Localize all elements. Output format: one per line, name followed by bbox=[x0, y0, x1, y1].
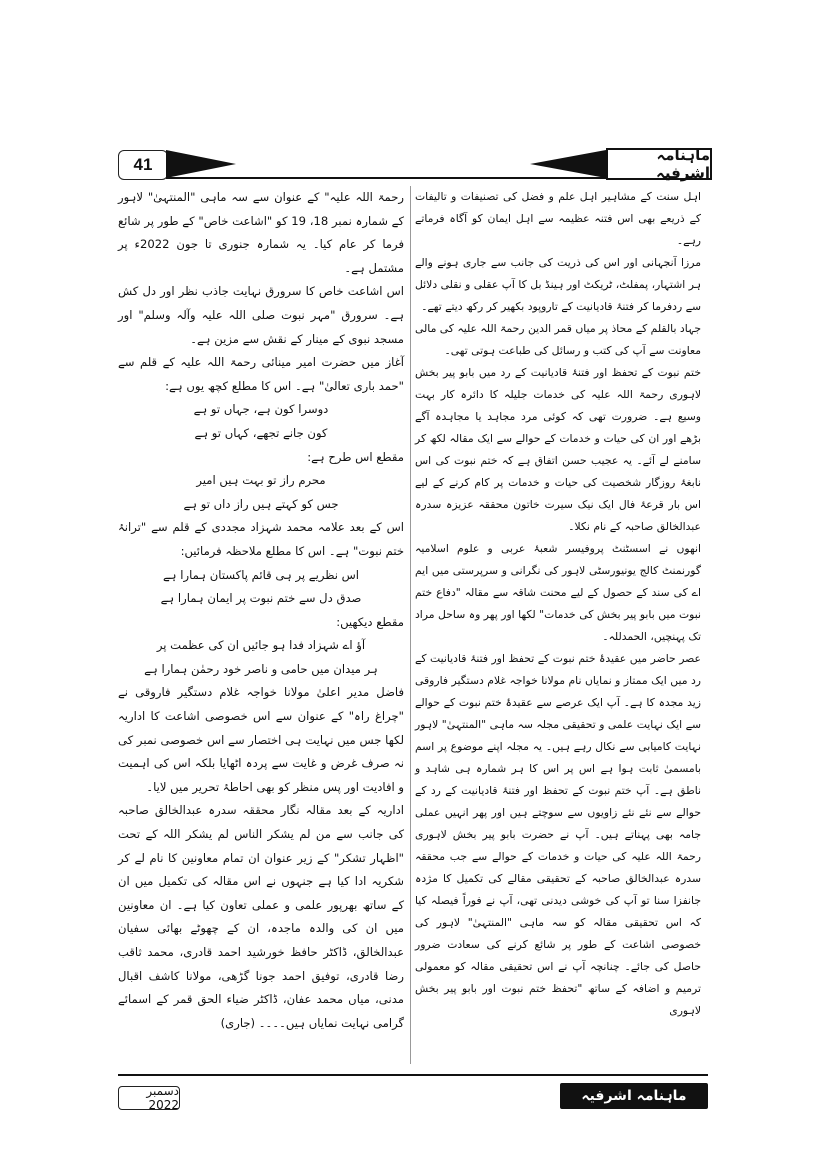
verse-line: کون جانے تجھے، کہاں تو ہے bbox=[194, 425, 328, 440]
verse-line: جس کو کہتے ہیں راز داں تو ہے bbox=[183, 496, 339, 511]
paragraph: اہل سنت کے مشاہیر اہل علم و فضل کی تصنیفات و تالیفات کے ذریعے بھی اس فتنہ عظیمہ سے اہل ایمان کو آگاہ فرماتے رہے۔ bbox=[415, 190, 701, 247]
verse-line: دوسرا کون ہے، جہاں تو ہے bbox=[193, 402, 329, 417]
right-column bbox=[415, 186, 701, 1022]
verse-line: اس نظریے پر ہی قائم پاکستان ہمارا ہے bbox=[162, 567, 360, 582]
verse-line: آؤ اے شہزاد فدا ہو جائیں ان کی عظمت پر bbox=[156, 638, 366, 653]
footer-rule bbox=[118, 1074, 708, 1076]
paragraph: اس اشاعت خاص کا سرورق نہایت جاذب نظر اور دل کش ہے۔ سرورق "مہر نبوت صلی اللہ علیہ وآلہ وسلم" اور مسجد نبوی کے مینار کے نقش سے مزین ہے۔ bbox=[118, 284, 404, 346]
column-divider bbox=[410, 186, 411, 1064]
footer-issue-date: دسمبر 2022 bbox=[118, 1086, 180, 1110]
verse-line: صدق دل سے ختم نبوت پر ایمان ہمارا ہے bbox=[160, 591, 362, 606]
paragraph: اداریہ کے بعد مقالہ نگار محققہ سدرہ عبدالخالق صاحبہ کی جانب سے من لم یشکر الناس لم یشکر اللہ کے تحت "اظہار تشکر" کے زیر عنوان ان تمام معاونین کا نام لے کر شکریہ ادا کیا ہے جنہوں نے اس مقالہ کی تکمیل میں ان کے ساتھ بھرپور علمی و عملی تعاون کیا ہے۔ ان معاونین میں ان کی والدہ ماجدہ، ان کے چھوٹے بھائی سفیان عبدالخالق، ڈاکٹر حافظ خورشید احمد قادری، محمد ثاقب رضا قادری، توفیق احمد جونا گڑھی، مولانا کاشف اقبال مدنی، میاں محمد عفان، ڈاکٹر ضیاء الحق قمر کے اسمائے گرامی نہایت نمایاں ہیں۔۔۔۔ (جاری) bbox=[118, 803, 404, 1030]
paragraph: مرزا آنجہانی اور اس کی ذریت کی جانب سے جاری ہونے والے ہر اشتہار، پمفلٹ، ٹریکٹ اور ہینڈ بل کا آپ عقلی و نقلی دلائل سے ردفرما کر فتنۂ قادیانیت کے تاروپود بکھیر کر رکھ دیتے تھے۔ bbox=[415, 256, 701, 313]
header-ornament-right bbox=[530, 150, 606, 178]
header-ornament-left bbox=[166, 150, 236, 178]
header-magazine-title: ماہنامہ اشرفیہ bbox=[606, 148, 712, 180]
maqta-label: مقطع دیکھیں: bbox=[336, 614, 404, 629]
paragraph: رحمۃ اللہ علیہ" کے عنوان سے سہ ماہی "المنتہیٰ" لاہور کے شمارہ نمبر 18، 19 کو "اشاعت خاص" کے طور پر شائع فرما کر عام کیا۔ یہ شمارہ جنوری تا جون 2022ء پر مشتمل ہے۔ bbox=[118, 190, 404, 275]
paragraph: آغاز میں حضرت امیر مینائی رحمۃ اللہ علیہ کے قلم سے "حمد باری تعالیٰ" ہے۔ اس کا مطلع کچھ یوں ہے: bbox=[118, 355, 404, 393]
left-column bbox=[118, 186, 404, 1035]
paragraph: فاضل مدیر اعلیٰ مولانا خواجہ غلام دستگیر فاروقی نے "چراغ راہ" کے عنوان سے اس خصوصی اشاعت کا اداریہ لکھا جس میں نہایت ہی اختصار سے اس خصوصی نمبر کی نہ صرف غرض و غایت سے پردہ اٹھایا بلکہ اس کی اہمیت و افادیت اور پس منظر کو بھی احاطۂ تحریر میں لایا۔ bbox=[118, 685, 404, 794]
paragraph: اس کے بعد علامہ محمد شہزاد مجددی کے قلم سے "ترانۂ ختم نبوت" ہے۔ اس کا مطلع ملاحظہ فرمائیں: bbox=[118, 520, 404, 558]
paragraph: عصر حاضر میں عقیدۂ ختم نبوت کے تحفظ اور فتنۂ قادیانیت کے رد میں ایک ممتاز و نمایاں نام مولانا خواجہ غلام دستگیر فاروقی زید مجدہ کا ہے۔ آپ ایک عرصے سے عقیدۂ ختم نبوت کے حوالے سے ایک نہایت علمی و تحقیقی مجلہ سہ ماہی "المنتہیٰ" لاہور نہایت کامیابی سے نکال رہے ہیں۔ یہ مجلہ اپنے موضوع پر اسم بامسمیٰ ثابت ہوا ہے اس پر اس کا ہر شمارہ ہی شاہد و ناطق ہے۔ آپ ختم نبوت کے تحفظ اور فتنۂ قادیانیت کے رد کے حوالے سے نئے نئے زاویوں سے سوچتے ہیں اور پھر انہیں عملی جامہ بھی پہناتے ہیں۔ آپ نے حضرت بابو پیر بخش لاہوری رحمۃ اللہ علیہ کی حیات و خدمات کے حوالے سے جب محققہ سدرہ عبدالخالق صاحبہ کے تحقیقی مقالے کی تکمیل کا مژدہ جانفزا سنا تو آپ کی خوشی دیدنی تھی، آپ نے فوراً فیصلہ کیا کہ اس تحقیقی مقالہ کو سہ ماہی "المنتہیٰ" لاہور کی خصوصی اشاعت کے طور پر شائع کرنے کی سعادت ضرور حاصل کی جائے۔ چنانچہ آپ نے اس تحقیقی مقالہ کو معمولی ترمیم و اضافہ کے ساتھ "تحفظ ختم نبوت اور بابو پیر بخش لاہوری bbox=[415, 652, 701, 1017]
maqta-label: مقطع اس طرح ہے: bbox=[307, 449, 404, 464]
paragraph: ختم نبوت کے تحفظ اور فتنۂ قادیانیت کے رد میں بابو پیر بخش لاہوری رحمۃ اللہ علیہ کی خدمات جلیلہ کا دائرہ کار بہت وسیع ہے۔ ضرورت تھی کہ کوئی مرد مجاہد یا مجاہدہ آگے بڑھے اور ان کی حیات و خدمات کے حوالے سے ایک مقالہ لکھ کر سامنے لے آئے۔ یہ عجیب حسن اتفاق ہے کہ ختم نبوت کی اس نابغۂ روزگار شخصیت کی حیات و خدمات پر کام کرنے کے لیے اس بار قرعۂ فال ایک نیک سیرت خاتون محققہ عزیزہ سدرہ عبدالخالق صاحبہ کے نام نکلا۔ bbox=[415, 366, 701, 533]
footer-magazine-title: ماہنامہ اشرفیہ bbox=[560, 1083, 708, 1109]
verse-line: ہر میدان میں حامی و ناصر خود رحمٰن ہمارا ہے bbox=[144, 661, 378, 676]
paragraph: جہاد بالقلم کے محاذ پر میاں قمر الدین رحمۃ اللہ علیہ کی مالی معاونت سے آپ کی کتب و رسائل کی طباعت ہوتی تھی۔ bbox=[415, 322, 701, 357]
verse-line: محرم راز تو بہت ہیں امیر bbox=[196, 473, 326, 488]
paragraph: انھوں نے اسسٹنٹ پروفیسر شعبۂ عربی و علوم اسلامیہ گورنمنٹ کالج یونیورسٹی لاہور کی نگرانی و سرپرستی میں ایم اے کی سند کے حصول کے لیے محنت شاقہ سے مقالہ "دفاع ختم نبوت میں بابو پیر بخش کی خدمات" لکھا اور پھر وہ ساحل مراد تک پہنچیں، الحمدللہ۔ bbox=[415, 542, 701, 643]
page-number: 41 bbox=[118, 150, 168, 180]
